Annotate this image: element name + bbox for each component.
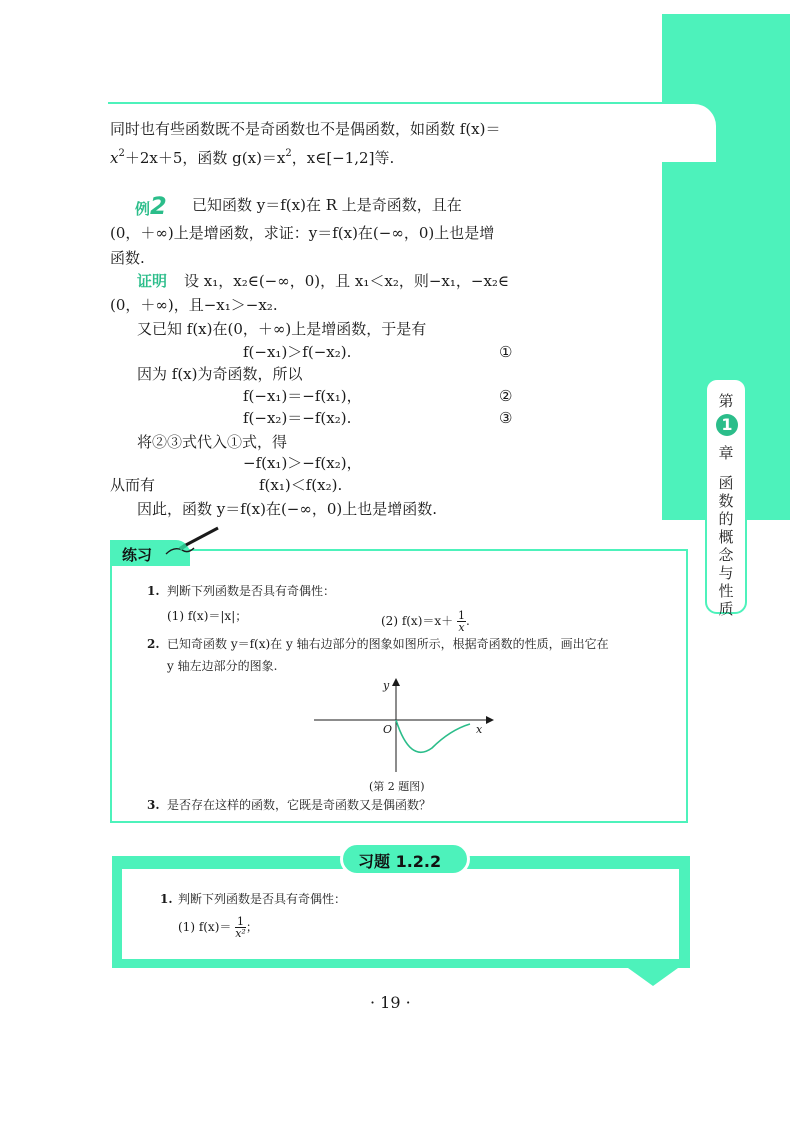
graph-caption: (第 2 题图) [369, 780, 425, 793]
x-axis-arrow [486, 716, 494, 724]
exercise-box-inner [122, 869, 679, 959]
chapter-char: 性 [718, 582, 734, 600]
intro-line-2-c: ，x∈[−1,2]等. [291, 149, 395, 167]
chapter-char: 的 [718, 510, 734, 528]
chapter-char: 函 [718, 474, 734, 492]
sup-2: 2 [118, 148, 125, 159]
continue-arrow-icon [628, 968, 678, 988]
fraction [457, 610, 466, 633]
fraction-den: x² [235, 927, 246, 940]
fraction-num: 1 [457, 609, 465, 622]
intro-line-2 [110, 149, 394, 166]
proof-line-2: (0，＋∞)，且−x₁＞−x₂. [110, 296, 278, 314]
graph-origin-label: O [383, 723, 393, 736]
practice-q2-num: 2. [147, 637, 160, 651]
function-curve [396, 720, 470, 752]
fraction-num: 1 [237, 915, 245, 928]
marker-1: ① [499, 343, 513, 361]
example-line-2: (0，＋∞)上是增函数，求证：y＝f(x)在(−∞，0)上也是增 [110, 224, 495, 242]
proof-label: 证明 [137, 272, 168, 290]
exercise-q1-a [178, 916, 258, 939]
y-axis-arrow [392, 678, 400, 686]
marker-3: ③ [499, 409, 513, 427]
chapter-tab-mid: 章 [718, 444, 734, 462]
sup-2b: 2 [285, 148, 292, 159]
exercise-title: 习题 1.2.2 [358, 852, 442, 871]
chapter-char: 与 [718, 564, 734, 582]
fraction-den: x [458, 621, 465, 634]
chapter-char: 质 [718, 600, 734, 618]
practice-q2-line-2: y 轴左边部分的图象. [167, 659, 278, 673]
proof-line-9: −f(x₁)＞−f(x₂)， [243, 454, 362, 472]
graph-y-label: y [383, 679, 390, 692]
practice-q1: 判断下列函数是否具有奇偶性： [167, 584, 336, 598]
chapter-char: 念 [718, 546, 734, 564]
chapter-char: 概 [718, 528, 734, 546]
practice-q3: 是否存在这样的函数，它既是奇函数又是偶函数？ [167, 798, 432, 812]
marker-2: ② [499, 387, 513, 405]
proof-line-8: 将②③式代入①式，得 [137, 433, 288, 451]
header-rule [108, 102, 662, 104]
function-graph [310, 676, 496, 776]
example-label: 例 [135, 200, 151, 218]
practice-q1-b [381, 610, 470, 633]
chapter-tab-top: 第 [718, 392, 734, 410]
exercise-q1-a-end: ； [245, 920, 258, 934]
pen-icon [160, 524, 224, 560]
proof-line-4: f(−x₁)＞f(−x₂). [243, 343, 352, 361]
proof-line-7: f(−x₂)＝−f(x₂). [243, 409, 352, 427]
practice-title: 练习 [122, 546, 153, 564]
practice-q2-line-1: 已知奇函数 y＝f(x)在 y 轴右边部分的图象如图所示，根据奇函数的性质，画出它在 [167, 637, 609, 651]
proof-line-3: 又已知 f(x)在(0，＋∞)上是增函数，于是有 [137, 320, 427, 338]
practice-q1-b-end: . [465, 614, 470, 628]
proof-line-6: f(−x₁)＝−f(x₁)， [243, 387, 362, 405]
proof-line-10b: f(x₁)＜f(x₂). [259, 476, 343, 494]
exercise-q1: 判断下列函数是否具有奇偶性： [178, 892, 347, 906]
proof-line-1: 设 x₁，x₂∈(−∞，0)，且 x₁＜x₂，则−x₁，−x₂∈ [184, 272, 510, 290]
chapter-char: 数 [718, 492, 734, 510]
practice-q1-num: 1. [147, 584, 160, 598]
practice-q1-a: (1) f(x)＝|x|； [167, 609, 248, 623]
chapter-tab [705, 378, 747, 618]
intro-line-1: 同时也有些函数既不是奇函数也不是偶函数，如函数 f(x)＝ [110, 120, 501, 138]
proof-line-11: 因此，函数 y＝f(x)在(−∞，0)上也是增函数. [137, 500, 438, 518]
intro-line-2-b: ＋2x＋5，函数 g(x)＝x [124, 149, 286, 167]
practice-q3-num: 3. [147, 798, 160, 812]
example-number: 2 [150, 192, 167, 220]
chapter-number: 1 [716, 414, 738, 436]
proof-line-5: 因为 f(x)为奇函数，所以 [137, 365, 303, 383]
practice-q1-b-pre: (2) f(x)＝x＋ [381, 614, 454, 628]
proof-line-10a: 从而有 [110, 476, 156, 494]
header-corner [600, 102, 718, 162]
page-number: · 19 · [370, 993, 411, 1012]
intro-line-2-a: x [110, 149, 119, 167]
exercise-q1-num: 1. [160, 892, 173, 906]
exercise-q1-a-pre: (1) f(x)＝ [178, 920, 232, 934]
example-line-1: 已知函数 y＝f(x)在 R 上是奇函数，且在 [192, 196, 462, 214]
fraction [235, 916, 246, 939]
example-badge [135, 192, 167, 220]
graph-x-label: x [476, 723, 483, 736]
example-line-3: 函数. [110, 249, 145, 267]
